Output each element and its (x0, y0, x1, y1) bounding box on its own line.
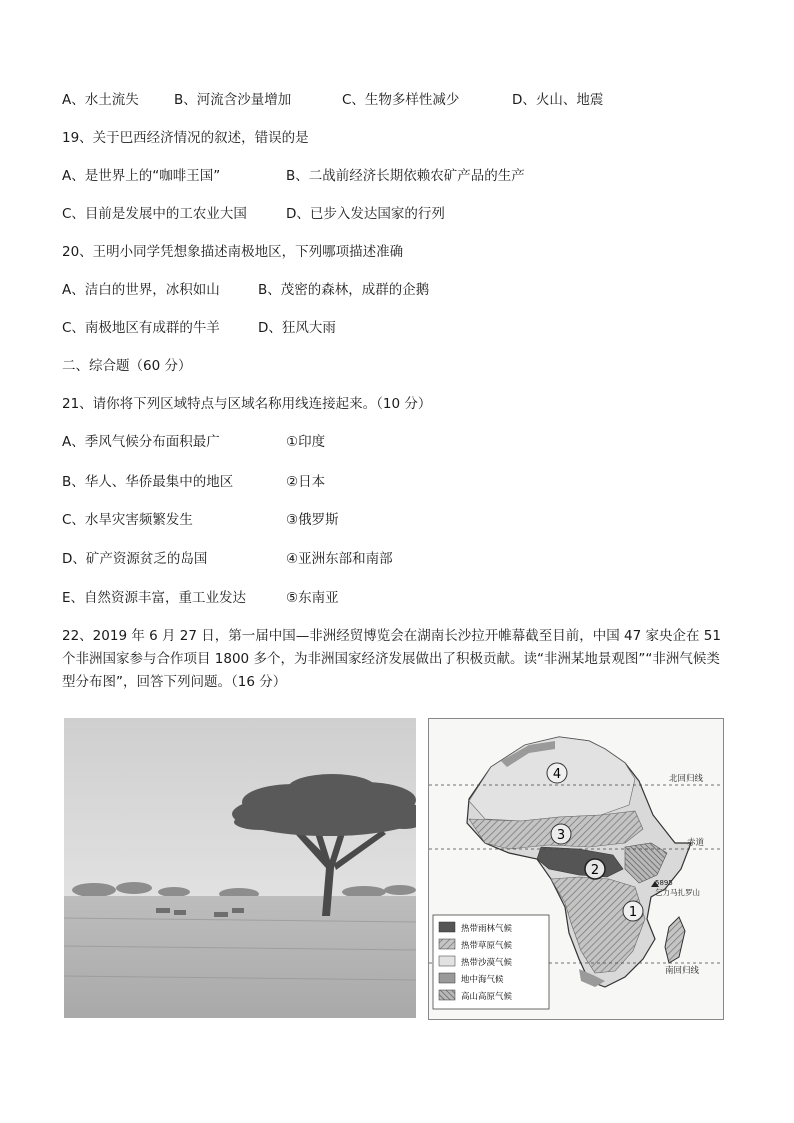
svg-text:2: 2 (590, 863, 600, 878)
legend-label-4: 地中海气候 (461, 975, 504, 985)
svg-text:3: 3 (556, 828, 566, 843)
q21-left-c: C、水旱灾害频繁发生 (62, 512, 193, 528)
q22-stem: 22、2019 年 6 月 27 日，第一届中国—非洲经贸博览会在湖南长沙拉开帷幕截至目前，中国 47 家央企在 51 个非洲国家参与合作项目 1800 多个，为非洲国家经济发展做出了积极贡献。读“非洲某地景观图”“非洲气候类型分布图”，回答下列问题。（16 分） (62, 628, 721, 690)
kilimanjaro-elevation: 5895 (655, 879, 673, 887)
q21-left-d: D、矿产资源贫乏的岛国 (62, 551, 208, 567)
q20-option-b: B、茂密的森林，成群的企鹅 (258, 282, 430, 298)
q21-stem: 21、请你将下列区域特点与区域名称用线连接起来。（10 分） (62, 396, 432, 412)
q19-stem: 19、关于巴西经济情况的叙述，错误的是 (62, 130, 309, 146)
q21-right-1: ①印度 (286, 434, 326, 450)
africa-map-svg (429, 719, 723, 1019)
legend-label-2: 热带草原气候 (461, 941, 513, 951)
q20-option-c: C、南极地区有成群的牛羊 (62, 320, 220, 336)
svg-text:4: 4 (552, 767, 562, 782)
legend-swatch-rainforest (439, 922, 455, 932)
region-marker-3 (551, 824, 571, 844)
equator-label: 赤道 (687, 838, 705, 848)
q21-left-e: E、自然资源丰富，重工业发达 (62, 590, 247, 606)
q18-option-a: A、水土流失 (62, 92, 139, 108)
q19-option-c: C、目前是发展中的工农业大国 (62, 206, 247, 222)
q21-left-b: B、华人、华侨最集中的地区 (62, 474, 234, 490)
madagascar-shape (665, 917, 685, 963)
q19-option-d: D、已步入发达国家的行列 (286, 206, 445, 222)
legend-label-3: 热带沙漠气候 (461, 958, 513, 968)
q18-option-b: B、河流含沙量增加 (174, 92, 292, 108)
tropic-south-label: 南回归线 (665, 966, 700, 976)
kilimanjaro-label: 乞力马扎罗山 (655, 888, 700, 897)
q21-right-2: ②日本 (286, 474, 326, 490)
legend-label-1: 热带雨林气候 (461, 924, 513, 934)
section-title: 二、综合题（60 分） (62, 358, 192, 374)
q18-option-c: C、生物多样性减少 (342, 92, 460, 108)
legend-label-5: 高山高原气候 (461, 992, 513, 1002)
savanna-acacia-image (64, 718, 416, 1018)
q21-right-3: ③俄罗斯 (286, 512, 339, 528)
q19-option-a: A、是世界上的“咖啡王国” (62, 168, 221, 184)
map-legend (433, 915, 549, 1009)
q20-option-d: D、狂风大雨 (258, 320, 336, 336)
q20-option-a: A、洁白的世界，冰积如山 (62, 282, 220, 298)
tropic-north-label: 北回归线 (669, 774, 704, 784)
region-marker-1 (623, 901, 643, 921)
legend-swatch-mediterranean (439, 973, 455, 983)
q21-left-a: A、季风气候分布面积最广 (62, 434, 220, 450)
svg-text:1: 1 (628, 905, 638, 920)
q21-right-5: ⑤东南亚 (286, 590, 339, 606)
africa-landscape-photo (64, 718, 416, 1018)
q19-option-b: B、二战前经济长期依赖农矿产品的生产 (286, 168, 525, 184)
q21-right-4: ④亚洲东部和南部 (286, 551, 393, 567)
region-marker-2 (585, 859, 605, 879)
region-marker-4 (547, 763, 567, 783)
legend-swatch-savanna (439, 939, 455, 949)
q20-stem: 20、王明小同学凭想象描述南极地区，下列哪项描述准确 (62, 244, 404, 260)
africa-climate-map (428, 718, 724, 1020)
q18-option-d: D、火山、地震 (512, 92, 604, 108)
legend-swatch-desert (439, 956, 455, 966)
legend-swatch-highland (439, 990, 455, 1000)
